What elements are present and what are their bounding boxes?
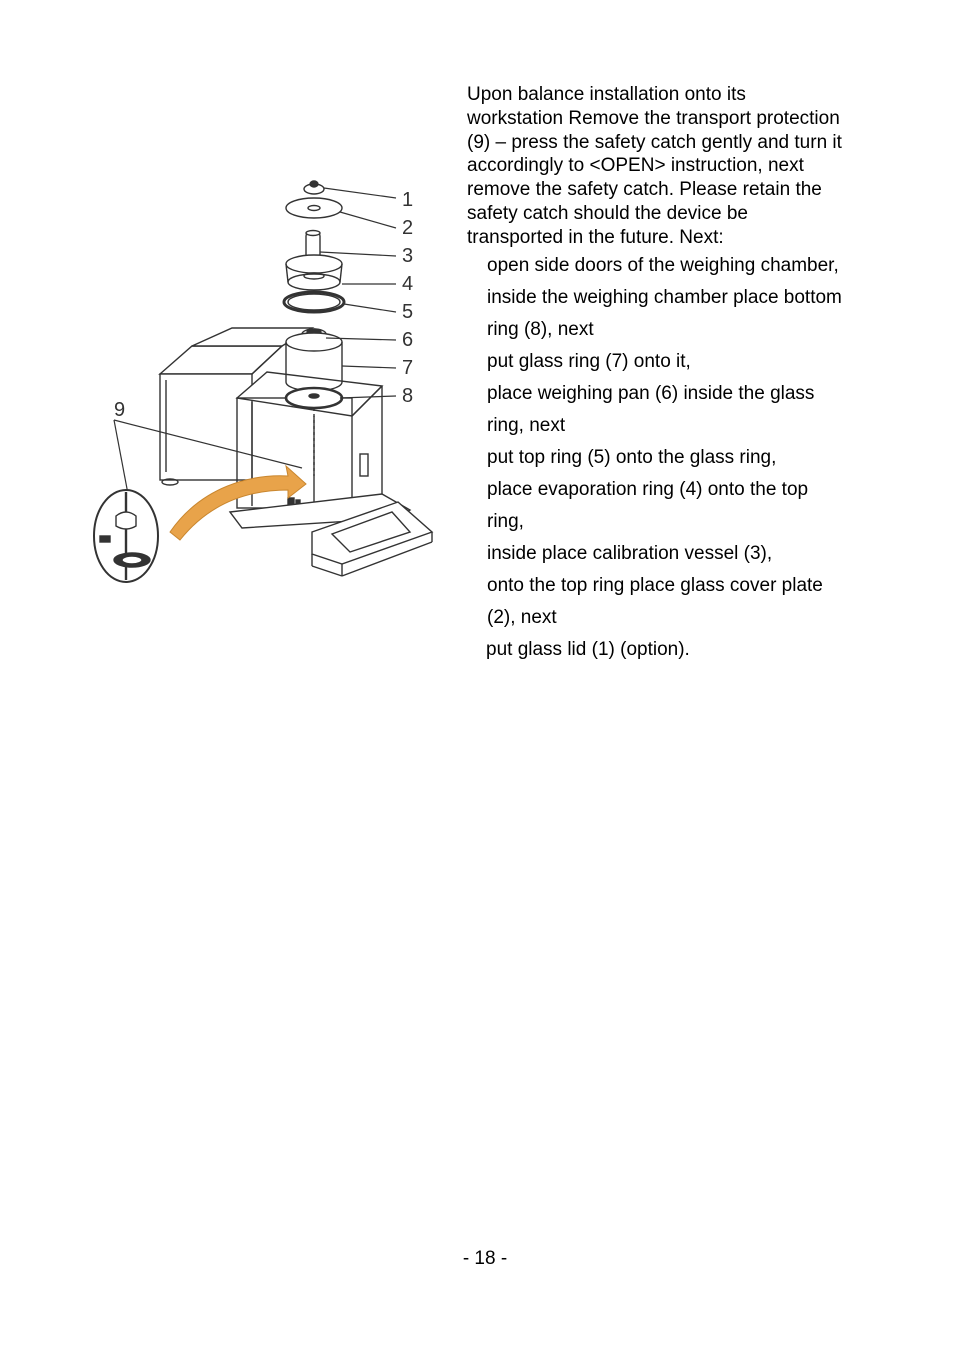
- callout-9: 9: [114, 399, 126, 421]
- step-item: open side doors of the weighing chamber,: [487, 255, 839, 276]
- step-item: put top ring (5) onto the glass ring,: [487, 447, 777, 468]
- callout-3: 3: [402, 245, 414, 267]
- step-item: put glass lid (1) (option).: [486, 639, 690, 660]
- balance-base-display: [230, 494, 432, 576]
- balance-assembly-diagram: [92, 176, 434, 600]
- page-number: - 18 -: [462, 1248, 508, 1269]
- step-item: put glass ring (7) onto it,: [487, 351, 691, 372]
- transport-protection-detail: [94, 490, 158, 582]
- step-item: inside the weighing chamber place bottom ring (8), next: [487, 287, 842, 340]
- callout-7: 7: [402, 357, 414, 379]
- step-item: place weighing pan (6) inside the glass ring, next: [487, 383, 815, 436]
- callout-6: 6: [402, 329, 414, 351]
- callout-8: 8: [402, 385, 414, 407]
- assembly-steps-list: [487, 250, 847, 666]
- callout-2: 2: [402, 217, 414, 239]
- callout-4: 4: [402, 273, 414, 295]
- callout-1: 1: [402, 189, 414, 211]
- callout-5: 5: [402, 301, 414, 323]
- intro-paragraph: Upon balance installation onto its workstation Remove the transport protection (9) – press the safety catch gently and turn it accordingly to <OPEN> instruction, next remove the safety catch. Please retain the safety catch should the device be transported in the future. Next:: [467, 84, 842, 248]
- step-item: onto the top ring place glass cover plate (2), next: [487, 575, 823, 628]
- step-item: inside place calibration vessel (3),: [487, 543, 773, 564]
- step-item: place evaporation ring (4) onto the top ring,: [487, 479, 809, 532]
